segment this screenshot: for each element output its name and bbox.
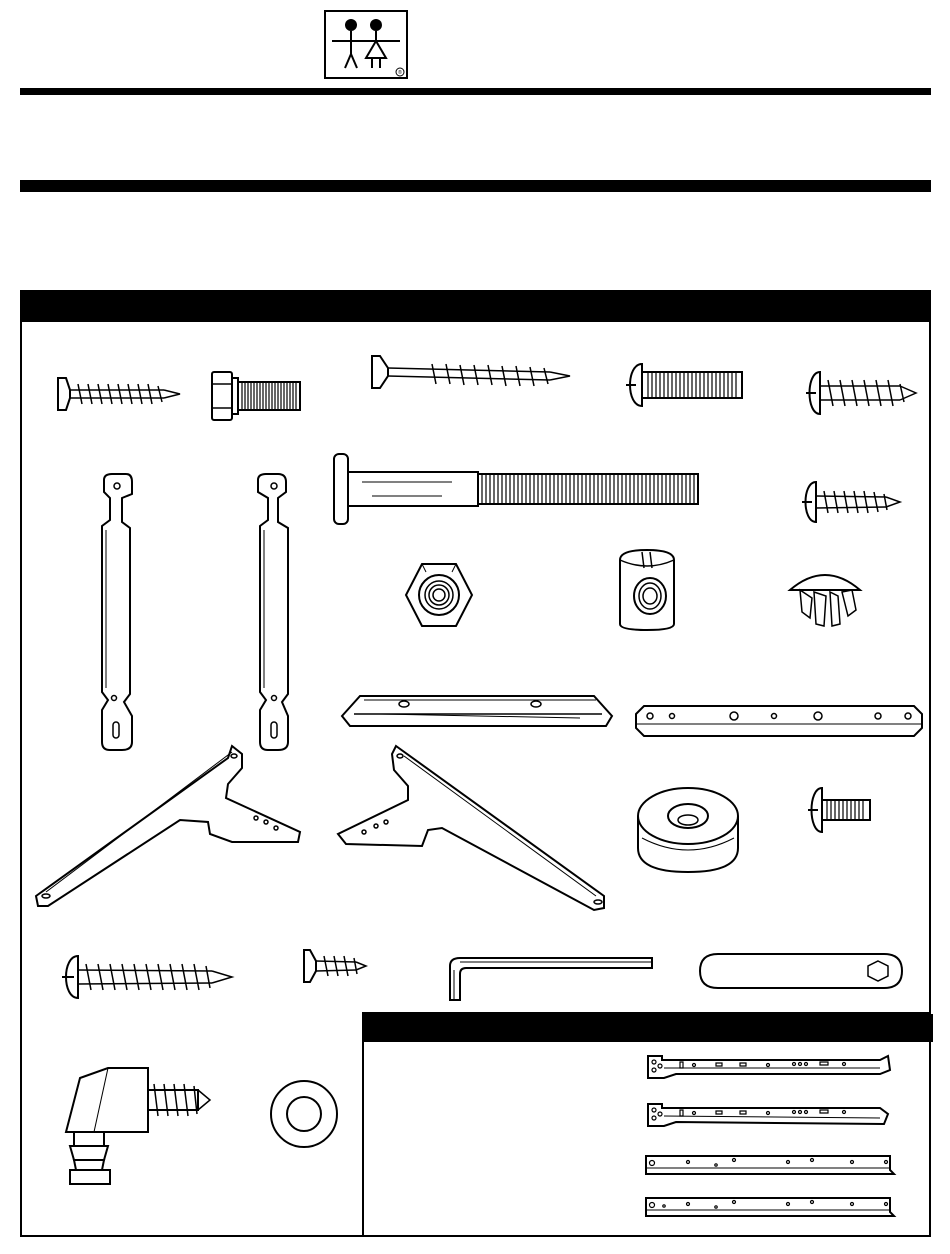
drawer-link-bar-right xyxy=(248,472,296,752)
leveler-foot xyxy=(64,1066,234,1198)
allen-key xyxy=(446,956,656,1004)
top-rule xyxy=(20,88,931,95)
small-flat-head-screw xyxy=(302,948,370,986)
boy-girl-logo xyxy=(324,10,408,79)
flange-hex-bolt xyxy=(210,366,306,426)
truss-head-wood-screw xyxy=(60,954,236,1000)
corner-brace-right xyxy=(334,744,618,914)
drawer-slide-rail-1 xyxy=(644,1052,894,1082)
slotted-channel-bracket xyxy=(340,690,616,730)
hex-nut xyxy=(404,562,474,628)
corner-brace-left xyxy=(32,744,304,910)
flat-drilled-strap xyxy=(632,704,926,738)
drawer-slide-rail-3 xyxy=(642,1154,898,1178)
drawer-slides-panel-header xyxy=(364,1014,933,1042)
drawer-slide-rail-2 xyxy=(644,1100,894,1130)
push-rivet-clip xyxy=(786,568,864,630)
pan-head-sheet-metal-screw xyxy=(800,480,904,524)
hex-wrench xyxy=(698,952,904,990)
short-machine-screw xyxy=(806,786,874,834)
long-flat-head-screw xyxy=(370,354,574,394)
spacer-cylinder xyxy=(636,786,740,874)
boy-girl-figures-icon xyxy=(326,12,406,77)
hardware-panel xyxy=(20,290,931,1237)
hardware-panel-header xyxy=(22,292,929,322)
drawer-slides-panel xyxy=(362,1012,931,1237)
flat-head-wood-screw xyxy=(56,374,186,414)
flat-washer xyxy=(268,1078,340,1150)
barrel-nut xyxy=(616,548,678,632)
pan-head-sheet-metal-screw-small xyxy=(804,370,920,416)
pan-head-machine-screw-large xyxy=(622,360,746,410)
drawer-slide-rail-4 xyxy=(642,1196,898,1220)
long-connector-bolt xyxy=(332,452,706,528)
drawer-link-bar-left xyxy=(98,472,146,752)
registered-mark: ® xyxy=(398,70,402,76)
title-bar xyxy=(20,180,931,192)
